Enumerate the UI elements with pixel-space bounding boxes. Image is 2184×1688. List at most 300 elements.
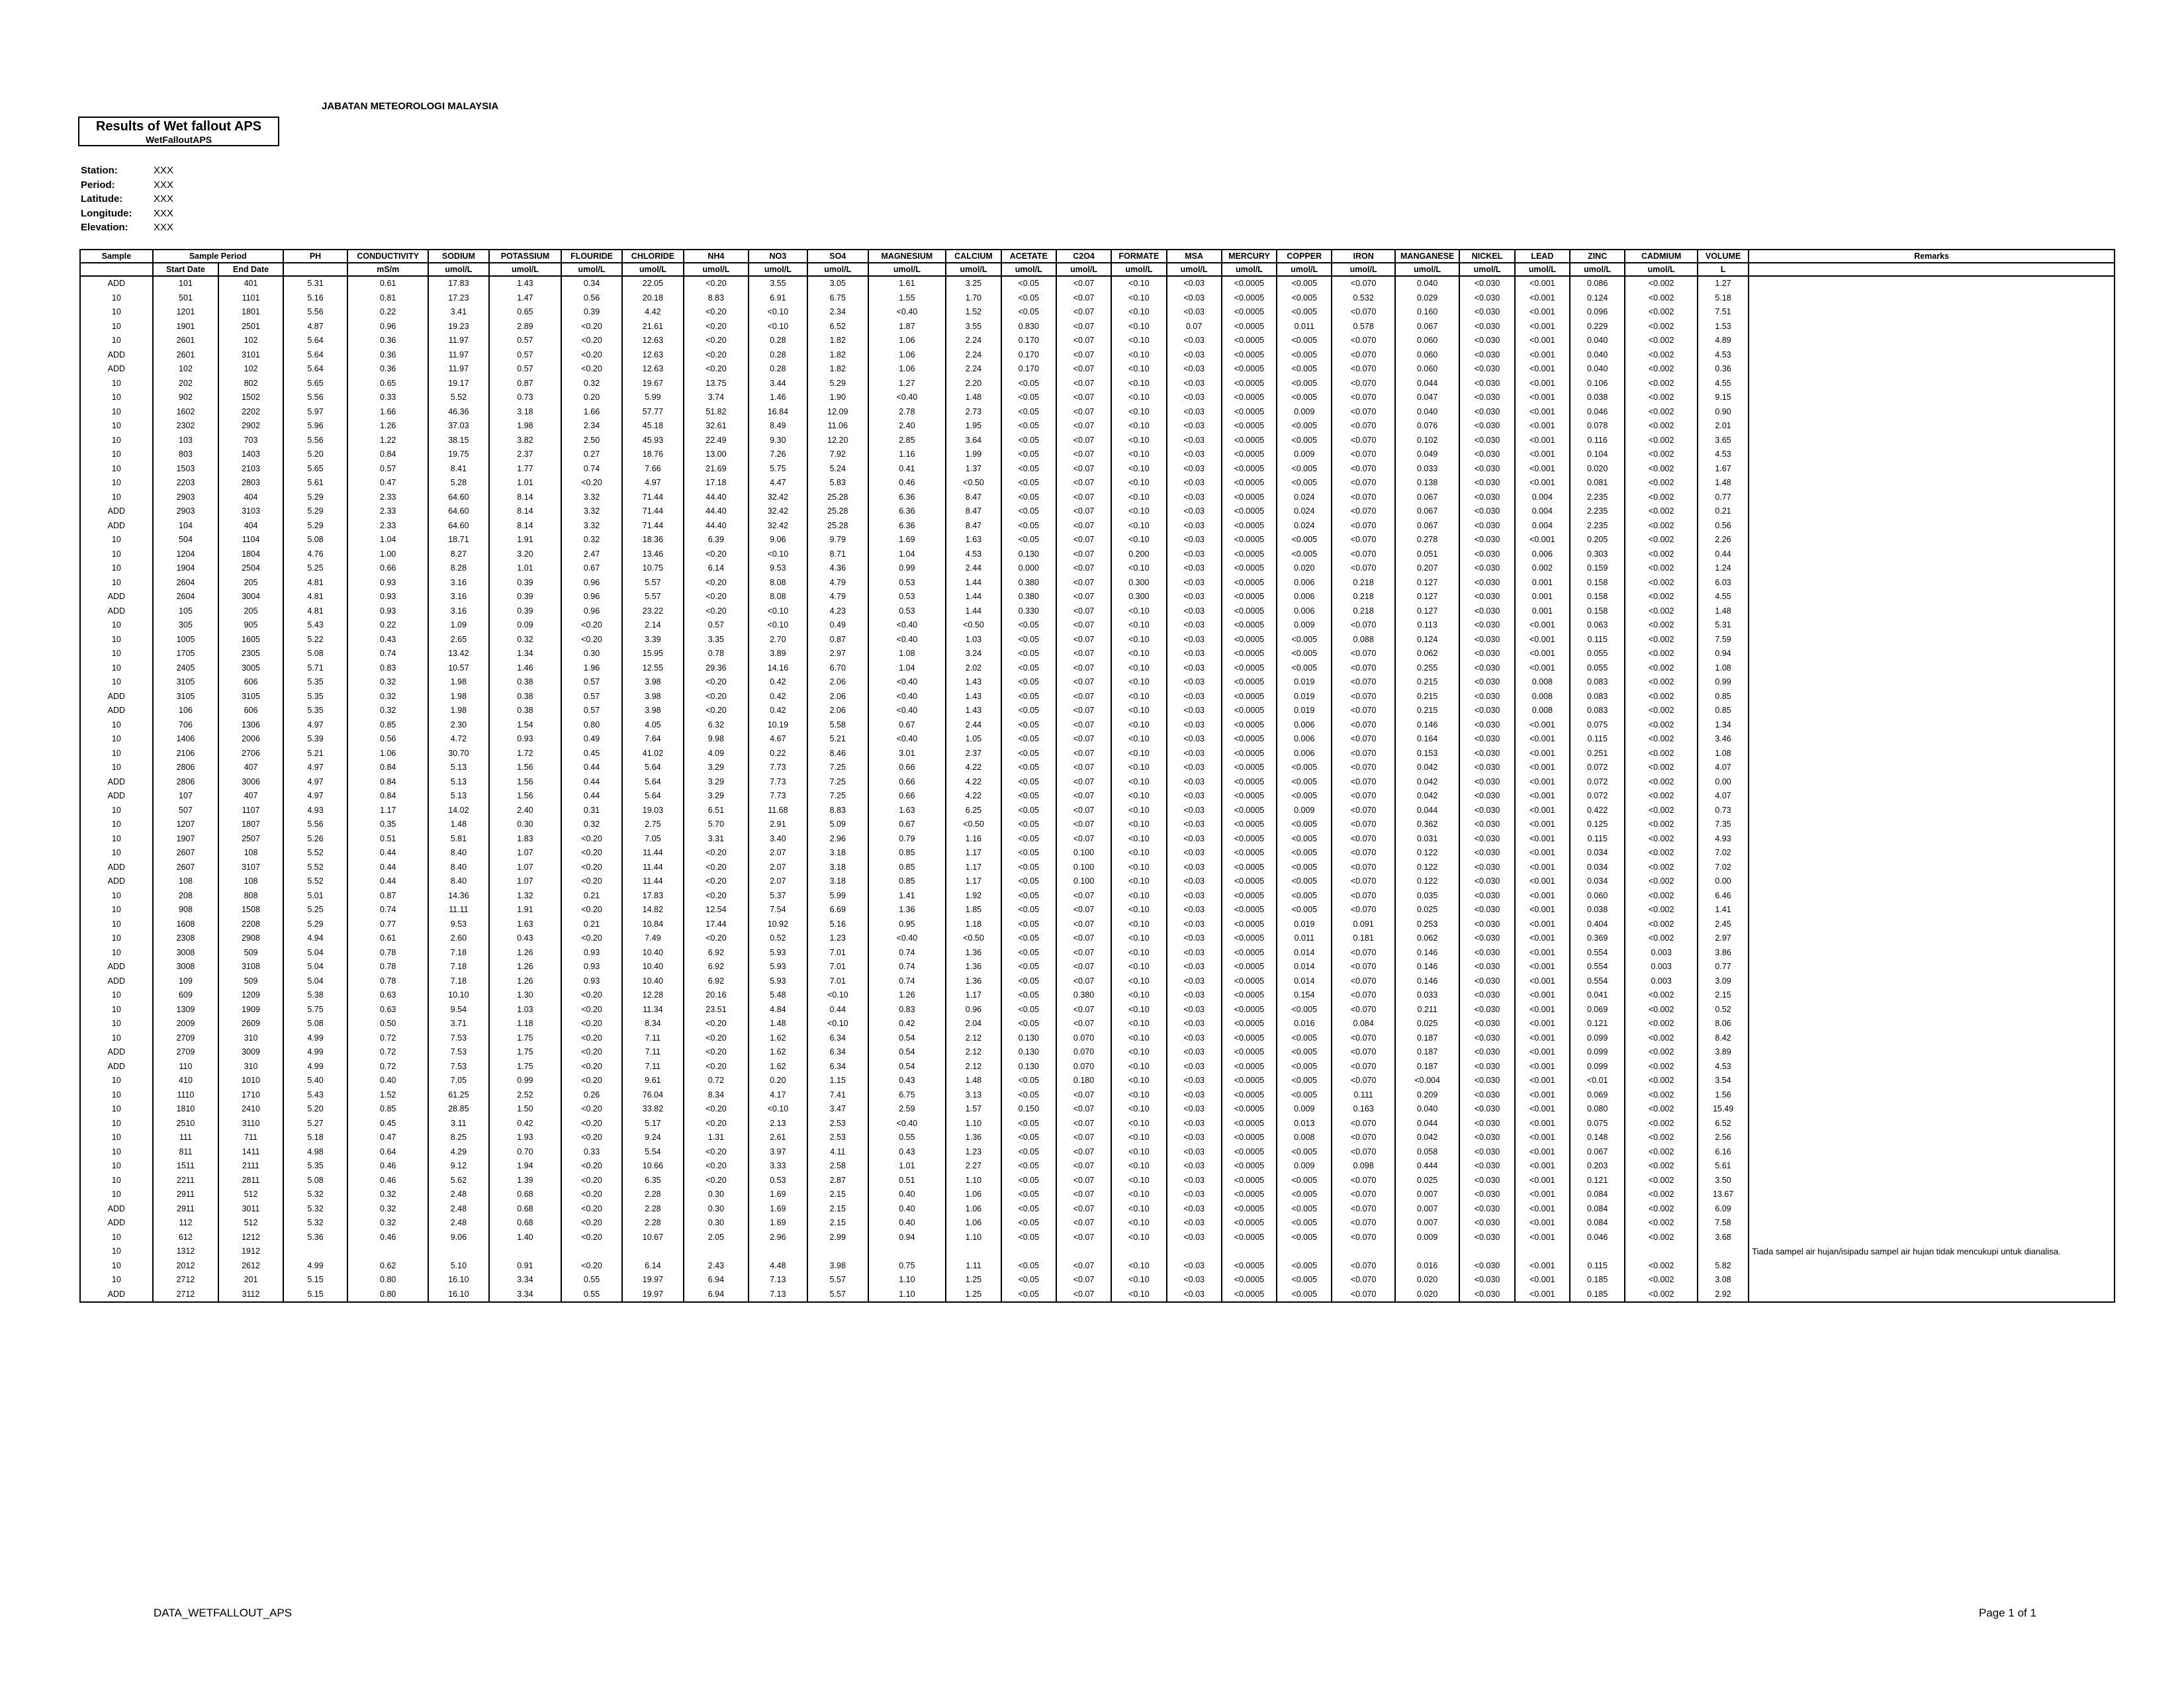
table-cell: <0.10 (1111, 320, 1166, 334)
table-cell: 0.006 (1515, 547, 1570, 562)
table-cell: 0.187 (1395, 1045, 1460, 1060)
table-row (80, 775, 2115, 790)
table-cell: <0.20 (684, 675, 749, 690)
table-cell: 6.75 (807, 291, 868, 306)
table-cell: <0.20 (561, 846, 621, 861)
table-cell: <0.070 (1332, 491, 1394, 505)
table-cell: 6.03 (1698, 576, 1749, 590)
table-cell: 17.83 (428, 276, 488, 291)
table-cell: <0.005 (1277, 1273, 1332, 1288)
table-cell: 509 (218, 946, 283, 961)
table-cell: <0.0005 (1222, 903, 1277, 917)
table-cell: <0.07 (1056, 1017, 1111, 1031)
table-cell: 9.61 (622, 1074, 684, 1088)
table-cell (347, 1244, 428, 1259)
table-cell: 0.122 (1395, 846, 1460, 861)
table-cell: 208 (153, 889, 219, 904)
table-cell: <0.03 (1167, 1017, 1222, 1031)
table-cell-remark (1749, 590, 2115, 604)
table-cell: 1.82 (807, 362, 868, 377)
table-cell: <0.20 (684, 547, 749, 562)
table-cell: <0.070 (1332, 960, 1394, 974)
table-cell: <0.07 (1056, 1088, 1111, 1103)
table-cell: <0.070 (1332, 1031, 1394, 1046)
table-cell: <0.05 (1001, 775, 1056, 790)
table-cell: <0.005 (1277, 832, 1332, 847)
table-cell: 0.040 (1570, 348, 1625, 363)
table-cell: <0.10 (1111, 775, 1166, 790)
table-cell (946, 1244, 1001, 1259)
table-cell: 3.71 (428, 1017, 488, 1031)
table-cell: 4.22 (946, 789, 1001, 804)
table-cell: <0.001 (1515, 889, 1570, 904)
table-cell: 9.12 (428, 1159, 488, 1174)
table-row (80, 946, 2115, 961)
table-cell: 1.07 (489, 861, 562, 875)
table-cell: 1.46 (489, 661, 562, 676)
table-cell: <0.070 (1332, 561, 1394, 576)
table-cell: 1.43 (946, 704, 1001, 718)
table-cell: 0.32 (561, 818, 621, 832)
table-cell: 16.10 (428, 1288, 488, 1303)
table-cell: <0.030 (1459, 561, 1514, 576)
table-cell: 0.211 (1395, 1003, 1460, 1017)
table-cell: <0.0005 (1222, 818, 1277, 832)
table-cell: 802 (218, 377, 283, 391)
table-cell: <0.070 (1332, 647, 1394, 661)
table-cell: <0.0005 (1222, 661, 1277, 676)
table-cell: 8.83 (684, 291, 749, 306)
table-cell: 0.040 (1570, 334, 1625, 348)
table-cell: 4.81 (283, 590, 348, 604)
table-cell: 3.34 (489, 1273, 562, 1288)
table-cell: 1608 (153, 917, 219, 932)
table-cell: 44.40 (684, 504, 749, 519)
table-cell: 10.66 (622, 1159, 684, 1174)
table-cell: 3.47 (807, 1102, 868, 1117)
table-cell: 0.34 (561, 276, 621, 291)
table-cell: <0.05 (1001, 633, 1056, 647)
table-cell: <0.03 (1167, 334, 1222, 348)
table-cell: 2609 (218, 1017, 283, 1031)
table-cell: <0.001 (1515, 988, 1570, 1003)
table-cell: 7.11 (622, 1060, 684, 1074)
table-cell: <0.002 (1625, 647, 1698, 661)
table-cell: <0.070 (1332, 675, 1394, 690)
table-cell: 0.115 (1570, 633, 1625, 647)
table-cell: <0.002 (1625, 1003, 1698, 1017)
table-cell: 10 (80, 761, 153, 775)
table-cell: <0.002 (1625, 576, 1698, 590)
table-row (80, 1288, 2115, 1303)
table-cell: 0.042 (1395, 789, 1460, 804)
table-cell: 5.64 (622, 761, 684, 775)
table-cell: <0.20 (561, 1231, 621, 1245)
table-cell: 0.55 (868, 1131, 946, 1145)
table-cell: 5.35 (283, 704, 348, 718)
table-cell: <0.10 (1111, 291, 1166, 306)
table-cell: 0.181 (1332, 931, 1394, 946)
table-cell: 0.36 (347, 334, 428, 348)
table-cell: 0.70 (489, 1145, 562, 1160)
table-cell: 5.64 (622, 789, 684, 804)
table-cell: 10 (80, 320, 153, 334)
table-cell-remark (1749, 419, 2115, 434)
table-cell: <0.05 (1001, 291, 1056, 306)
table-cell: 4.79 (807, 590, 868, 604)
table-cell: 0.32 (347, 1202, 428, 1217)
table-cell: 0.016 (1277, 1017, 1332, 1031)
table-cell: 45.18 (622, 419, 684, 434)
table-cell: 1.99 (946, 447, 1001, 462)
table-cell: 5.04 (283, 946, 348, 961)
table-cell-remark (1749, 718, 2115, 733)
table-cell: 0.303 (1570, 547, 1625, 562)
table-cell: 12.09 (807, 405, 868, 420)
table-cell: 4.07 (1698, 789, 1749, 804)
table-cell: 5.32 (283, 1188, 348, 1202)
table-cell: 2106 (153, 747, 219, 761)
table-cell: 0.072 (1570, 761, 1625, 775)
table-cell: <0.002 (1625, 1202, 1698, 1217)
table-cell: 2.235 (1570, 491, 1625, 505)
table-cell: 1.52 (946, 305, 1001, 320)
table-cell: <0.001 (1515, 946, 1570, 961)
table-cell: 22.05 (622, 276, 684, 291)
table-cell: 0.003 (1625, 974, 1698, 989)
table-cell: <0.005 (1277, 434, 1332, 448)
table-cell: 7.05 (622, 832, 684, 847)
table-cell-remark (1749, 533, 2115, 547)
table-cell: 3.09 (1698, 974, 1749, 989)
table-cell: <0.07 (1056, 889, 1111, 904)
table-cell: 5.25 (283, 903, 348, 917)
table-cell: 0.007 (1395, 1202, 1460, 1217)
table-cell: <0.030 (1459, 946, 1514, 961)
table-cell: <0.20 (561, 931, 621, 946)
table-cell: 0.46 (868, 476, 946, 491)
table-cell: <0.20 (561, 476, 621, 491)
table-cell: 0.127 (1395, 576, 1460, 590)
table-cell: <0.002 (1625, 1117, 1698, 1131)
table-cell: 7.58 (1698, 1216, 1749, 1231)
table-cell: <0.50 (946, 818, 1001, 832)
table-cell: 3.65 (1698, 434, 1749, 448)
table-cell: 23.22 (622, 604, 684, 619)
table-cell: 2.73 (946, 405, 1001, 420)
table-row (80, 1003, 2115, 1017)
table-cell: 0.009 (1277, 447, 1332, 462)
table-cell (1570, 1244, 1625, 1259)
table-cell: 3006 (218, 775, 283, 790)
table-cell: 504 (153, 533, 219, 547)
table-cell: 0.30 (561, 647, 621, 661)
table-cell: <0.030 (1459, 547, 1514, 562)
table-cell: <0.005 (1277, 1216, 1332, 1231)
table-cell: <0.0005 (1222, 1074, 1277, 1088)
table-cell: <0.002 (1625, 334, 1698, 348)
table-cell: 13.75 (684, 377, 749, 391)
table-cell: 1.77 (489, 462, 562, 477)
table-cell: 1.43 (489, 276, 562, 291)
table-cell: 2.33 (347, 519, 428, 534)
table-cell: <0.030 (1459, 504, 1514, 519)
table-cell: <0.03 (1167, 1145, 1222, 1160)
table-cell: 32.42 (749, 491, 807, 505)
table-cell: <0.40 (868, 305, 946, 320)
table-cell: <0.070 (1332, 704, 1394, 718)
table-cell: 10.40 (622, 974, 684, 989)
table-cell: 512 (218, 1216, 283, 1231)
table-cell-remark (1749, 1202, 2115, 1217)
table-cell: <0.001 (1515, 1003, 1570, 1017)
table-cell: 0.008 (1277, 1131, 1332, 1145)
table-cell: <0.030 (1459, 1202, 1514, 1217)
table-cell: ADD (80, 1045, 153, 1060)
table-cell: <0.030 (1459, 874, 1514, 889)
table-cell: <0.001 (1515, 917, 1570, 932)
col-unit: umol/L (561, 263, 621, 276)
table-cell: 5.82 (1698, 1259, 1749, 1274)
table-cell: 1.36 (946, 946, 1001, 961)
table-cell: <0.05 (1001, 946, 1056, 961)
table-cell: 10 (80, 1017, 153, 1031)
table-cell: <0.070 (1332, 775, 1394, 790)
table-cell-remark (1749, 1003, 2115, 1017)
table-row (80, 889, 2115, 904)
table-cell: 0.00 (1698, 874, 1749, 889)
table-cell: <0.070 (1332, 276, 1394, 291)
table-cell: 0.87 (347, 889, 428, 904)
table-cell: <0.07 (1056, 405, 1111, 420)
col-name: MANGANESE (1395, 250, 1460, 263)
table-cell: <0.0005 (1222, 334, 1277, 348)
table-cell: 8.47 (946, 491, 1001, 505)
table-cell: 10 (80, 661, 153, 676)
table-cell: 0.369 (1570, 931, 1625, 946)
table-cell: 5.29 (283, 504, 348, 519)
table-cell: 0.148 (1570, 1131, 1625, 1145)
table-cell: <0.001 (1515, 1074, 1570, 1088)
table-cell-remark (1749, 504, 2115, 519)
table-cell: 2.34 (561, 419, 621, 434)
table-cell (1001, 1244, 1056, 1259)
table-cell: 0.532 (1332, 291, 1394, 306)
table-cell: 0.164 (1395, 732, 1460, 747)
table-cell: 0.78 (347, 946, 428, 961)
table-cell: 5.58 (807, 718, 868, 733)
table-cell: 0.150 (1001, 1102, 1056, 1117)
table-cell: 0.038 (1570, 903, 1625, 917)
col-name: IRON (1332, 250, 1394, 263)
table-cell: 4.94 (283, 931, 348, 946)
table-cell-remark (1749, 633, 2115, 647)
table-cell: 0.57 (561, 675, 621, 690)
table-cell: <0.20 (561, 320, 621, 334)
table-cell: <0.070 (1332, 789, 1394, 804)
table-cell: 1005 (153, 633, 219, 647)
table-cell: 14.02 (428, 804, 488, 818)
table-cell: 0.040 (1570, 362, 1625, 377)
table-cell: 3005 (218, 661, 283, 676)
table-cell: 3.44 (749, 377, 807, 391)
table-cell: <0.20 (684, 874, 749, 889)
table-cell: <0.07 (1056, 690, 1111, 704)
table-cell: <0.070 (1332, 434, 1394, 448)
table-cell: 0.159 (1570, 561, 1625, 576)
table-cell: <0.03 (1167, 931, 1222, 946)
table-cell: 0.205 (1570, 533, 1625, 547)
table-cell: 2.85 (868, 434, 946, 448)
col-start-date: Start Date (153, 263, 219, 276)
table-cell: 1.75 (489, 1045, 562, 1060)
table-cell: ADD (80, 604, 153, 619)
table-cell: 4.53 (1698, 447, 1749, 462)
table-cell: <0.002 (1625, 718, 1698, 733)
table-cell: 0.33 (347, 391, 428, 405)
table-cell: 0.53 (868, 604, 946, 619)
table-cell: 0.158 (1570, 604, 1625, 619)
table-cell: 0.66 (347, 561, 428, 576)
table-cell: <0.10 (1111, 690, 1166, 704)
table-cell-remark (1749, 476, 2115, 491)
table-cell: 0.019 (1277, 675, 1332, 690)
table-cell: 5.09 (807, 818, 868, 832)
table-cell: 5.93 (749, 960, 807, 974)
table-cell: <0.10 (749, 547, 807, 562)
table-cell: 3.29 (684, 789, 749, 804)
table-cell: 10 (80, 1231, 153, 1245)
table-cell: <0.07 (1056, 675, 1111, 690)
table-row (80, 1202, 2115, 1217)
table-cell: 0.32 (561, 377, 621, 391)
table-cell: 902 (153, 391, 219, 405)
table-cell: 2.96 (749, 1231, 807, 1245)
table-cell: 0.070 (1056, 1031, 1111, 1046)
table-cell: <0.005 (1277, 874, 1332, 889)
table-cell: 3103 (218, 504, 283, 519)
table-row (80, 974, 2115, 989)
table-cell: 507 (153, 804, 219, 818)
table-cell: <0.10 (1111, 491, 1166, 505)
table-cell: 0.57 (561, 690, 621, 704)
table-cell: 8.46 (807, 747, 868, 761)
table-cell: <0.001 (1515, 1017, 1570, 1031)
table-cell: <0.03 (1167, 861, 1222, 875)
table-cell: <0.002 (1625, 618, 1698, 633)
table-cell: 3.16 (428, 604, 488, 619)
table-cell: 10 (80, 491, 153, 505)
table-cell: 19.75 (428, 447, 488, 462)
table-cell: <0.07 (1056, 718, 1111, 733)
meta-value: XXX (154, 193, 174, 205)
table-cell: 0.146 (1395, 946, 1460, 961)
table-cell: 2601 (153, 348, 219, 363)
table-cell: <0.20 (561, 1045, 621, 1060)
table-cell: <0.0005 (1222, 988, 1277, 1003)
table-cell: 0.062 (1395, 931, 1460, 946)
table-cell: 0.00 (1698, 775, 1749, 790)
table-cell: 6.91 (749, 291, 807, 306)
table-cell: <0.05 (1001, 960, 1056, 974)
col-name: SODIUM (428, 250, 488, 263)
table-row (80, 661, 2115, 676)
table-cell: <0.07 (1056, 1259, 1111, 1274)
table-cell: <0.030 (1459, 789, 1514, 804)
table-cell: 2.50 (561, 434, 621, 448)
table-cell: 0.84 (347, 761, 428, 775)
table-cell: <0.002 (1625, 590, 1698, 604)
table-cell: 0.22 (347, 618, 428, 633)
table-cell: 0.72 (347, 1060, 428, 1074)
table-cell: 10 (80, 1003, 153, 1017)
table-cell: <0.40 (868, 618, 946, 633)
table-cell: 0.008 (1515, 675, 1570, 690)
table-cell: <0.20 (561, 1174, 621, 1188)
table-cell: 2607 (153, 861, 219, 875)
table-cell: 0.001 (1515, 590, 1570, 604)
table-cell: 2.13 (749, 1117, 807, 1131)
table-cell-remark (1749, 1117, 2115, 1131)
table-cell: 0.218 (1332, 604, 1394, 619)
table-cell: 0.041 (1570, 988, 1625, 1003)
table-cell: 0.47 (347, 1131, 428, 1145)
table-cell: <0.004 (1395, 1074, 1460, 1088)
table-cell: <0.070 (1332, 1174, 1394, 1188)
table-cell: 5.99 (807, 889, 868, 904)
table-cell: <0.05 (1001, 988, 1056, 1003)
table-cell: <0.0005 (1222, 533, 1277, 547)
table-cell: <0.030 (1459, 889, 1514, 904)
meta-label: Latitude: (81, 193, 123, 205)
table-cell: 8.42 (1698, 1031, 1749, 1046)
table-cell: <0.005 (1277, 789, 1332, 804)
table-cell: 0.007 (1395, 1188, 1460, 1202)
table-cell: <0.03 (1167, 377, 1222, 391)
table-cell: <0.10 (749, 604, 807, 619)
table-cell: <0.03 (1167, 988, 1222, 1003)
table-cell-remark (1749, 704, 2115, 718)
table-cell: 0.025 (1395, 1174, 1460, 1188)
table-cell: 1.43 (946, 675, 1001, 690)
table-cell: 1.34 (1698, 718, 1749, 733)
table-cell: 10 (80, 576, 153, 590)
table-cell: <0.05 (1001, 1288, 1056, 1303)
table-cell: 1511 (153, 1159, 219, 1174)
table-cell: 0.009 (1277, 618, 1332, 633)
table-cell: <0.002 (1625, 533, 1698, 547)
table-cell: <0.001 (1515, 334, 1570, 348)
table-cell: 10 (80, 476, 153, 491)
table-cell: 0.22 (347, 305, 428, 320)
table-cell: 4.42 (622, 305, 684, 320)
table-cell: 1.25 (946, 1273, 1001, 1288)
table-cell: 0.20 (561, 391, 621, 405)
table-cell: 12.63 (622, 362, 684, 377)
table-cell: <0.20 (684, 861, 749, 875)
table-cell: 1.36 (946, 1131, 1001, 1145)
table-cell: 0.060 (1570, 889, 1625, 904)
table-cell: <0.10 (1111, 419, 1166, 434)
table-cell: <0.07 (1056, 561, 1111, 576)
col-unit: umol/L (1111, 263, 1166, 276)
table-cell: <0.20 (684, 1060, 749, 1074)
table-cell: 1.26 (489, 946, 562, 961)
table-cell: 18.71 (428, 533, 488, 547)
table-cell: <0.03 (1167, 462, 1222, 477)
table-cell: <0.005 (1277, 647, 1332, 661)
col-unit: umol/L (807, 263, 868, 276)
